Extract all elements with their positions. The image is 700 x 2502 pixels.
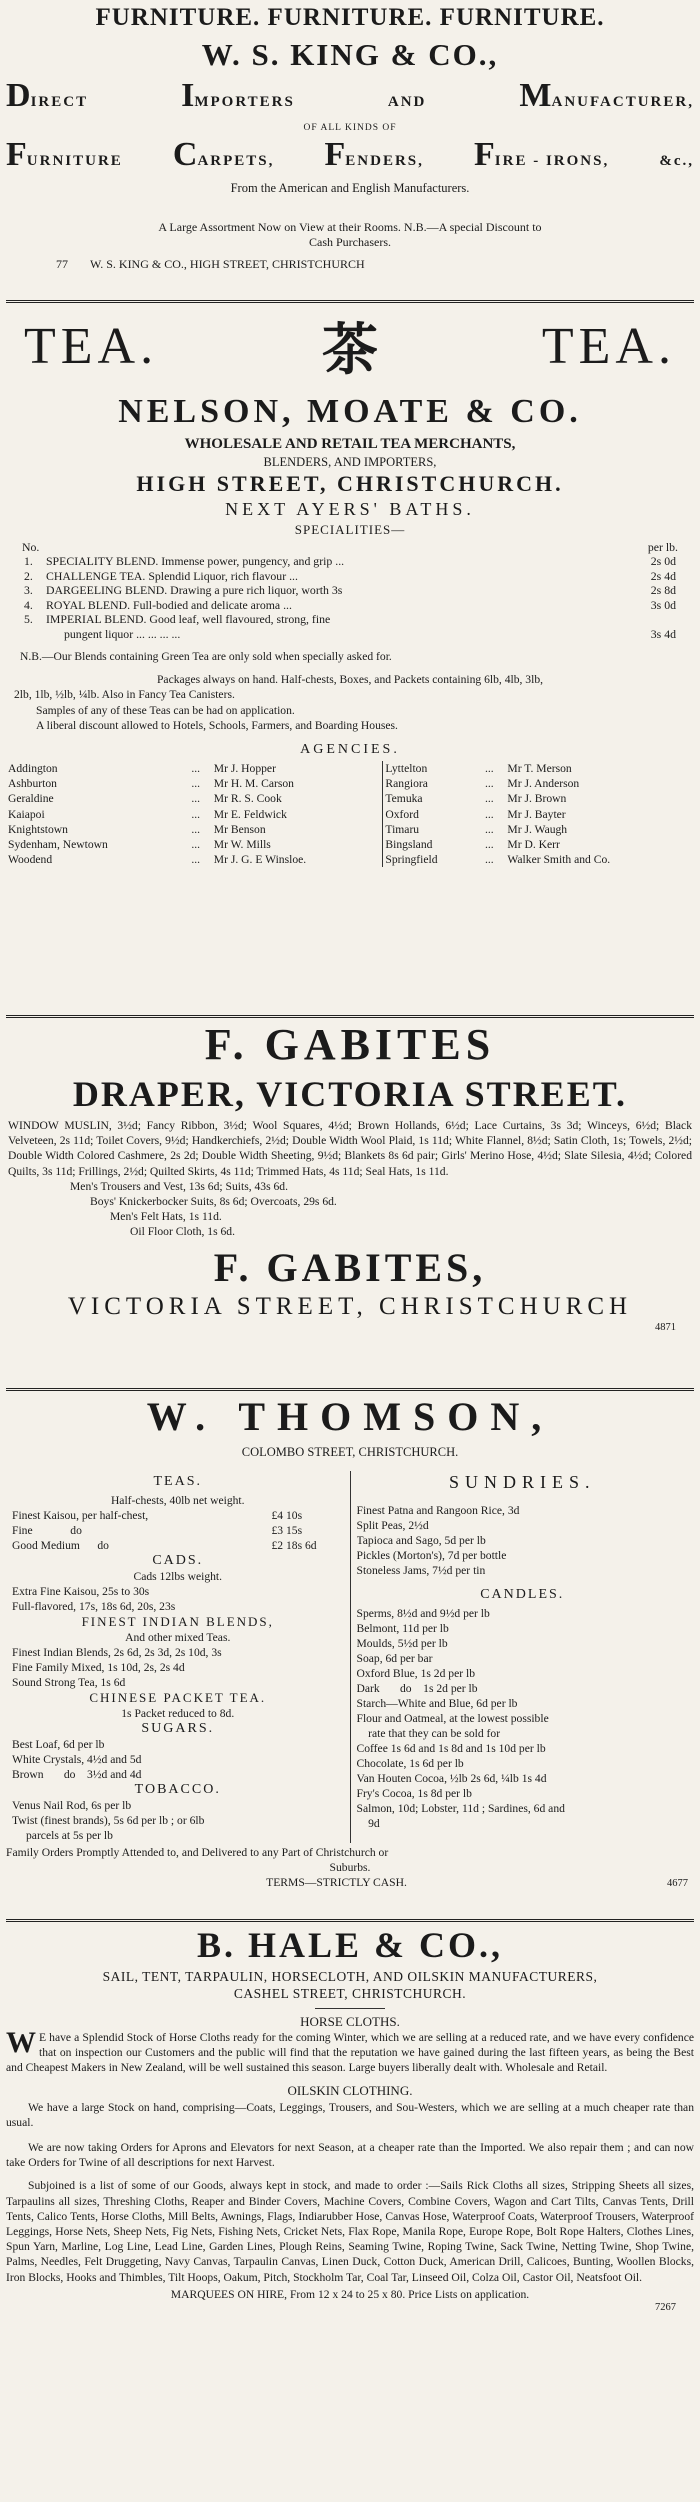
agency-dots: ... xyxy=(484,853,494,867)
spec-no-label: No. xyxy=(22,540,40,554)
speciality-number: 1. xyxy=(24,554,33,568)
agency-dots: ... xyxy=(191,807,201,821)
price-line: Tapioca and Sago, 5d per lb xyxy=(356,1534,486,1547)
word-remainder: ANUFACTURER, xyxy=(551,94,694,110)
agency-row xyxy=(6,776,694,791)
agency-dots: ... xyxy=(484,838,494,852)
speciality-description: SPECIALITY BLEND. Immense power, pungency, and grip ... xyxy=(46,554,345,568)
agency-agent: Mr T. Merson xyxy=(507,762,572,776)
thomson-family-orders: Family Orders Promptly Attended to, and Delivered to any Part of Christchurch or xyxy=(6,1846,389,1859)
goods-list-text: Subjoined is a list of some of our Goods, always kept in stock, and made to order :—Sails Rick Cloths all sizes, Stripping Sheets all sizes, Tarpaulins all sizes, Threshing Cloths, Reaper and Binder Covers, Machine Covers, Combine Covers, Wagon and Cart Tilts, Canvas Tents, Drill Tents, Calico Tents, Horse Cloths, Mill Belts, Awnings, Flags, Indiarubber Hose, Canvas Hose, Waterproof Coats, Waterproof Trousers, Waterproof Leggings, Horse Nets, Sheep Nets, Fig Nets, Fishing Nets, Cricket Nets, Flax Rope, Manila Rope, Europe Rope, Bolt Rope Halters, Clothes Lines, Spun Yarn, Marline, Log Line, Lead Line, Garden Lines, Plough Reins, Seaming Twine, Roping Twine, Sack Twine, Netting Twine, Shop Twine, Palms, Needles, Felt Druggeting, Navy Canvas, Tarpaulin Canvas, Linen Duck, Cotton Duck, American Drill, Calicoes, Bunting, Woollen Blocks, Iron Blocks, Hooks and Thimbles, Tilt Hoops, Oakum, Pitch, Stockholm Tar, Coal Tar, Linseed Oil, Colza Oil, Castor Oil, Neatsfoot Oil. xyxy=(6,2179,694,2284)
furniture-headline: FURNITURE. FURNITURE. FURNITURE. xyxy=(95,4,605,31)
agency-town: Addington xyxy=(8,762,58,776)
specialities-header xyxy=(6,540,694,554)
king-furniture-advertisement xyxy=(6,0,694,300)
menswear-line: Oil Floor Cloth, 1s 6d. xyxy=(130,1225,236,1239)
drop-capital: D xyxy=(6,77,31,114)
price-line: Pickles (Morton's), 7d per bottle xyxy=(356,1549,507,1562)
agency-dots: ... xyxy=(484,822,494,836)
specialities-table xyxy=(22,554,678,641)
chinese-packet-title: CHINESE PACKET TEA. xyxy=(89,1690,267,1705)
agency-dots: ... xyxy=(484,807,494,821)
agency-town: Temuka xyxy=(383,791,483,806)
speciality-number: 3. xyxy=(24,583,33,597)
king-goods-line xyxy=(6,135,694,181)
agency-dots: ... xyxy=(191,838,201,852)
gabites-draper-street: DRAPER, VICTORIA STREET. xyxy=(72,1074,628,1114)
speciality-description: pungent liquor ... ... ... ... xyxy=(64,626,181,641)
menswear-line: Men's Trousers and Vest, 13s 6d; Suits, 43s 6d. xyxy=(70,1179,288,1193)
sugars-title: SUGARS. xyxy=(141,1721,215,1736)
agencies-title: AGENCIES. xyxy=(300,742,400,758)
drop-capital: C xyxy=(172,136,198,173)
nelson-ayers-baths: NEXT AYERS' BATHS. xyxy=(225,499,475,519)
specialities-title: SPECIALITIES— xyxy=(294,522,406,537)
agency-agent: Walker Smith and Co. xyxy=(507,853,611,867)
agency-agent: Mr J. G. E Winsloe. xyxy=(213,853,307,867)
word-remainder: MPORTERS xyxy=(194,94,295,110)
thomson-teas-column xyxy=(6,1471,351,1843)
cads-price-list xyxy=(12,1569,344,1614)
speciality-price: 2s 8d xyxy=(650,583,676,597)
horse-cloths-title: HORSE CLOTHS. xyxy=(300,2014,400,2029)
drop-cap: W xyxy=(6,2026,36,2059)
nelson-wholesale-text: WHOLESALE AND RETAIL TEA MERCHANTS, xyxy=(184,436,516,452)
drop-capital: I xyxy=(181,77,195,114)
marquees-text: MARQUEES ON HIRE, From 12 x 24 to 25 x 80. Price Lists on application. xyxy=(170,2287,530,2301)
agency-agent: Mr H. M. Carson xyxy=(213,777,294,791)
king-cash-text: Cash Purchasers. xyxy=(309,235,391,250)
price-line: Sound Strong Tea, 1s 6d xyxy=(12,1676,126,1689)
price-line: Full-flavored, 17s, 18s 6d, 20s, 23s xyxy=(12,1600,176,1613)
agency-row xyxy=(6,807,694,822)
speciality-description: DARGEELING BLEND. Drawing a pure rich liquor, worth 3s xyxy=(46,583,343,597)
chinese-tea-glyph: 茶 xyxy=(322,318,378,383)
candles-title: CANDLES. xyxy=(480,1587,565,1602)
price-line: Soap, 6d per bar xyxy=(356,1652,433,1665)
king-company-name: W. S. KING & CO., xyxy=(201,37,499,72)
tobacco-title: TOBACCO. xyxy=(134,1782,221,1797)
word-remainder: &c., xyxy=(659,153,694,169)
king-address-line xyxy=(6,257,694,272)
speciality-description: CHALLENGE TEA. Splendid Liquor, rich flavour ... xyxy=(46,568,298,583)
horse-cloths-text: E have a Splendid Stock of Horse Cloths ready for the coming Winter, which we are selling at a reduced rate, and we have every confidence that on inspection our Customers and the public will find that the reputation we have gained during the last fifteen years, as being the Best and Cheapest Makers in New Zealand, will be well sustained this season. Large buyers liberally dealt with. Wholesale and Retail. xyxy=(6,2031,694,2075)
drop-capital: F xyxy=(6,136,27,173)
kaisou-name: Fine do xyxy=(12,1524,82,1537)
speciality-description: ROYAL BLEND. Full-bodied and delicate aroma ... xyxy=(46,597,292,612)
of-all-kinds-text: OF ALL KINDS OF xyxy=(303,123,397,133)
price-line: Finest Patna and Rangoon Rice, 3d xyxy=(356,1504,520,1517)
thomson-street: COLOMBO STREET, CHRISTCHURCH. xyxy=(241,1445,459,1459)
price-line: Moulds, 5½d per lb xyxy=(356,1637,448,1650)
word-remainder: AND xyxy=(387,94,427,110)
nelson-street: HIGH STREET, CHRISTCHURCH. xyxy=(136,471,564,496)
agency-town: Knightstown xyxy=(8,822,68,836)
agency-town: Kaiapoi xyxy=(8,807,45,821)
agency-agent: Mr E. Feldwick xyxy=(213,807,287,821)
hale-manufacturers: SAIL, TENT, TARPAULIN, HORSECLOTH, AND OILSKIN MANUFACTURERS, xyxy=(102,1969,598,1984)
word-remainder: URNITURE xyxy=(26,153,123,169)
agency-dots: ... xyxy=(191,762,201,776)
price-line: Finest Indian Blends, 2s 6d, 2s 3d, 2s 10d, 3s xyxy=(12,1646,222,1659)
agency-agent: Mr J. Anderson xyxy=(507,777,580,791)
agency-row xyxy=(6,791,694,806)
oilskin-title: OILSKIN CLOTHING. xyxy=(287,2082,413,2098)
nelson-company-name: NELSON, MOATE & CO. xyxy=(118,393,582,430)
sundries-title: SUNDRIES. xyxy=(448,1472,596,1492)
drop-capital: F xyxy=(474,136,495,173)
hale-name: B. HALE & CO., xyxy=(196,1925,504,1965)
price-line: Fine Family Mixed, 1s 10d, 2s, 2s 4d xyxy=(12,1661,185,1674)
agency-dots: ... xyxy=(484,762,494,776)
tea-word-left: TEA. xyxy=(24,317,159,375)
indian-blends-title: FINEST INDIAN BLENDS, xyxy=(81,1614,274,1629)
tea-banner xyxy=(6,303,694,389)
speciality-price: 3s 0d xyxy=(650,597,676,612)
agency-agent: Mr J. Hopper xyxy=(213,762,276,776)
speciality-description: IMPERIAL BLEND. Good leaf, well flavoured, strong, fine xyxy=(46,612,331,626)
agency-town: Woodend xyxy=(8,853,53,867)
decorative-word xyxy=(325,135,424,181)
speciality-price: 2s 4d xyxy=(650,568,676,583)
agency-dots: ... xyxy=(191,822,201,836)
speciality-price: 3s 4d xyxy=(650,626,676,641)
thomson-grocer-advertisement xyxy=(6,1391,694,1919)
word-remainder: IRE - IRONS, xyxy=(494,153,610,169)
nelson-blenders-text: BLENDERS, AND IMPORTERS, xyxy=(263,455,437,469)
speciality-row xyxy=(22,627,678,642)
speciality-price xyxy=(626,612,678,627)
price-line: 9d xyxy=(356,1817,380,1830)
gabites-victoria-street: VICTORIA STREET, CHRISTCHURCH xyxy=(67,1292,633,1320)
agency-row xyxy=(6,837,694,852)
hale-ad-number: 7267 xyxy=(655,2302,676,2314)
hale-cashel-street: CASHEL STREET, CHRISTCHURCH. xyxy=(233,1986,467,2001)
nelson-packages-text-2: 2lb, 1lb, ½lb, ¼lb. Also in Fancy Tea Canisters. xyxy=(14,688,235,702)
kaisou-row xyxy=(12,1538,344,1553)
price-line: Stoneless Jams, 7½d per tin xyxy=(356,1564,486,1577)
aprons-text: We are now taking Orders for Aprons and Elevators for next Season, at a cheaper rate than the Imported. We also repair them ; and can now take Orders for Twine of all descriptions for next Harvest. xyxy=(6,2141,694,2170)
agency-agent: Mr R. S. Cook xyxy=(213,792,282,806)
thomson-suburbs: Suburbs. xyxy=(329,1861,371,1875)
agency-town: Sydenham, Newtown xyxy=(8,838,108,852)
price-line: Brown do 3½d and 4d xyxy=(12,1768,142,1781)
drop-capital: F xyxy=(324,136,346,173)
decorative-word xyxy=(181,76,295,122)
spec-perlb-label: per lb. xyxy=(647,540,678,554)
kaisou-price-list xyxy=(12,1508,344,1553)
king-from-text: From the American and English Manufacturers. xyxy=(230,181,470,195)
agency-town: Springfield xyxy=(383,852,483,867)
tea-word-right: TEA. xyxy=(541,317,676,375)
agency-town: Rangiora xyxy=(383,776,483,791)
thomson-price-columns xyxy=(6,1471,694,1843)
price-line: Oxford Blue, 1s 2d per lb xyxy=(356,1667,475,1680)
price-line: rate that they can be sold for xyxy=(356,1727,501,1740)
word-remainder: IRECT xyxy=(30,94,89,110)
gabites-ad-number: 4871 xyxy=(655,1321,676,1333)
decorative-word xyxy=(659,141,694,181)
agency-town: Oxford xyxy=(383,807,483,822)
nelson-discount-text: A liberal discount allowed to Hotels, Schools, Farmers, and Boarding Houses. xyxy=(36,718,398,732)
kaisou-price: £4 10s xyxy=(271,1509,303,1522)
gabites-price-list: WINDOW MUSLIN, 3½d; Fancy Ribbon, 3½d; Wool Squares, 4½d; Brown Hollands, 6½d; Lace Curtains, 3s 3d; Winceys, 6½d; Black Velveteen, 2s 11d; Toilet Covers, 9½d; Handkerchiefs, 2½d; Double Width Wool Plaid, 1s 11d; White Flannel, 8½d; Satin Cloth, 1s; Towels, 2½d; Double Width Colored Cashmere, 2s 2d; Double Width Sheeting, 9½d; Blankets 8s 6d pair; Girls' Merino Hose, 4½d; Slate Silesia, 4½d; Colored Quilts, 3s 11d; Frillings, 2½d; Quilted Skirts, 4s 11d; Trimmed Hats, 4s 11d; Seal Hats, 1s 11d. xyxy=(8,1119,692,1178)
thomson-ad-number: 4677 xyxy=(667,1878,688,1890)
agency-town: Lyttelton xyxy=(383,761,483,776)
price-line: Venus Nail Rod, 6s per lb xyxy=(12,1799,132,1812)
hale-sailmaker-advertisement xyxy=(6,1922,694,2502)
gabites-menswear-list xyxy=(6,1179,694,1240)
drop-capital: M xyxy=(519,77,552,114)
indian-price-list xyxy=(12,1645,344,1690)
gabites-name: F. GABITES xyxy=(204,1020,496,1069)
price-line: Coffee 1s 6d and 1s 8d and 1s 10d per lb xyxy=(356,1742,546,1755)
price-line: Salmon, 10d; Lobster, 11d ; Sardines, 6d and xyxy=(356,1802,565,1815)
king-address: W. S. KING & CO., HIGH STREET, CHRISTCHURCH xyxy=(90,256,365,271)
sundries-price-list xyxy=(357,1503,689,1578)
kaisou-row xyxy=(12,1508,344,1523)
nelson-green-tea-note: N.B.—Our Blends containing Green Tea are only sold when specially asked for. xyxy=(20,650,392,663)
thomson-terms-line xyxy=(6,1875,694,1891)
price-line: Twist (finest brands), 5s 6d per lb ; or 6lb xyxy=(12,1814,205,1827)
kaisou-name: Finest Kaisou, per half-chest, xyxy=(12,1509,149,1522)
decorative-word xyxy=(173,135,275,181)
word-remainder: ENDERS, xyxy=(345,153,424,169)
price-line: Van Houten Cocoa, ½lb 2s 6d, ¼lb 1s 4d xyxy=(356,1772,547,1785)
speciality-number: 5. xyxy=(24,612,33,626)
decorative-word xyxy=(6,76,88,122)
speciality-row xyxy=(22,612,678,627)
agency-agent: Mr J. Waugh xyxy=(507,822,568,836)
gabites-name-repeat: F. GABITES, xyxy=(213,1244,487,1290)
king-assortment-text: A Large Assortment Now on View at their Rooms. N.B.—A special Discount to xyxy=(158,220,542,235)
agency-row xyxy=(6,852,694,867)
agency-dots: ... xyxy=(484,792,494,806)
price-line: Chocolate, 1s 6d per lb xyxy=(356,1757,464,1770)
agency-agent: Mr Benson xyxy=(213,822,266,836)
agency-dots: ... xyxy=(191,853,201,867)
agency-agent: Mr J. Brown xyxy=(507,792,567,806)
price-line: Flour and Oatmeal, at the lowest possible xyxy=(356,1712,549,1725)
agency-town: Bingsland xyxy=(383,837,483,852)
speciality-row xyxy=(22,598,678,613)
agency-dots: ... xyxy=(191,777,201,791)
thomson-terms: TERMS—STRICTLY CASH. xyxy=(266,1876,407,1890)
agency-agent: Mr W. Mills xyxy=(213,838,271,852)
agencies-table xyxy=(6,761,694,867)
price-line: Dark do 1s 2d per lb xyxy=(356,1682,478,1695)
agency-town: Ashburton xyxy=(8,777,57,791)
price-line: Cads 12lbs weight. xyxy=(133,1570,223,1583)
gabites-draper-advertisement xyxy=(6,1018,694,1388)
agency-town: Timaru xyxy=(383,822,483,837)
speciality-number xyxy=(22,627,44,642)
kaisou-row xyxy=(12,1523,344,1538)
horse-cloths-paragraph xyxy=(6,2026,694,2076)
indian-blends-sub: And other mixed Teas. xyxy=(125,1631,231,1644)
candles-price-list xyxy=(357,1606,689,1831)
nelson-tea-advertisement xyxy=(6,303,694,1015)
tobacco-price-list xyxy=(12,1798,344,1843)
price-line: Belmont, 11d per lb xyxy=(356,1622,449,1635)
speciality-number: 2. xyxy=(24,568,33,583)
cads-title: CADS. xyxy=(152,1553,204,1568)
kaisou-price: £3 15s xyxy=(271,1524,303,1537)
price-line: parcels at 5s per lb xyxy=(26,1829,113,1842)
half-chests-text: Half-chests, 40lb net weight. xyxy=(110,1494,245,1507)
speciality-price: 2s 0d xyxy=(650,554,676,568)
nelson-samples-text: Samples of any of these Teas can be had on application. xyxy=(36,703,295,717)
speciality-row xyxy=(22,554,678,569)
price-line: Extra Fine Kaisou, 25s to 30s xyxy=(12,1585,150,1598)
speciality-row xyxy=(22,569,678,584)
decorative-word xyxy=(519,76,694,122)
agency-row xyxy=(6,822,694,837)
agency-dots: ... xyxy=(191,792,201,806)
nelson-packages-text: Packages always on hand. Half-chests, Boxes, and Packets containing 6lb, 4lb, 3lb, xyxy=(156,673,544,687)
word-remainder: ARPETS, xyxy=(197,153,275,169)
speciality-row xyxy=(22,583,678,598)
menswear-line: Men's Felt Hats, 1s 11d. xyxy=(110,1210,222,1224)
price-line: White Crystals, 4½d and 5d xyxy=(12,1753,142,1766)
price-line: Sperms, 8½d and 9½d per lb xyxy=(356,1607,490,1620)
decorative-word xyxy=(474,135,609,181)
agency-dots: ... xyxy=(484,777,494,791)
chinese-packet-text: 1s Packet reduced to 8d. xyxy=(121,1707,235,1720)
price-line: Fry's Cocoa, 1s 8d per lb xyxy=(356,1787,472,1800)
decorative-word xyxy=(388,82,427,122)
king-ad-number: 77 xyxy=(56,256,68,271)
short-rule xyxy=(315,2008,385,2009)
oilskin-text: We have a large Stock on hand, comprising—Coats, Leggings, Trousers, and Sou-Westers, which we are selling at a much cheaper rate than usual. xyxy=(6,2100,694,2129)
agency-agent: Mr J. Bayter xyxy=(507,807,566,821)
agency-agent: Mr D. Kerr xyxy=(507,838,560,852)
price-line: Best Loaf, 6d per lb xyxy=(12,1738,105,1751)
speciality-number: 4. xyxy=(24,597,33,612)
kaisou-name: Good Medium do xyxy=(12,1539,109,1552)
price-line: Starch—White and Blue, 6d per lb xyxy=(356,1697,518,1710)
menswear-line: Boys' Knickerbocker Suits, 8s 6d; Overcoats, 29s 6d. xyxy=(90,1195,337,1209)
kaisou-price: £2 18s 6d xyxy=(271,1539,317,1552)
thomson-name: W. THOMSON, xyxy=(146,1394,554,1439)
king-services-line xyxy=(6,76,694,122)
agency-town: Geraldine xyxy=(8,792,54,806)
agency-row xyxy=(6,761,694,776)
teas-title: TEAS. xyxy=(153,1474,202,1489)
sugars-price-list xyxy=(12,1737,344,1782)
thomson-sundries-column xyxy=(351,1471,695,1843)
price-line: Split Peas, 2½d xyxy=(356,1519,429,1532)
decorative-word xyxy=(6,135,123,181)
